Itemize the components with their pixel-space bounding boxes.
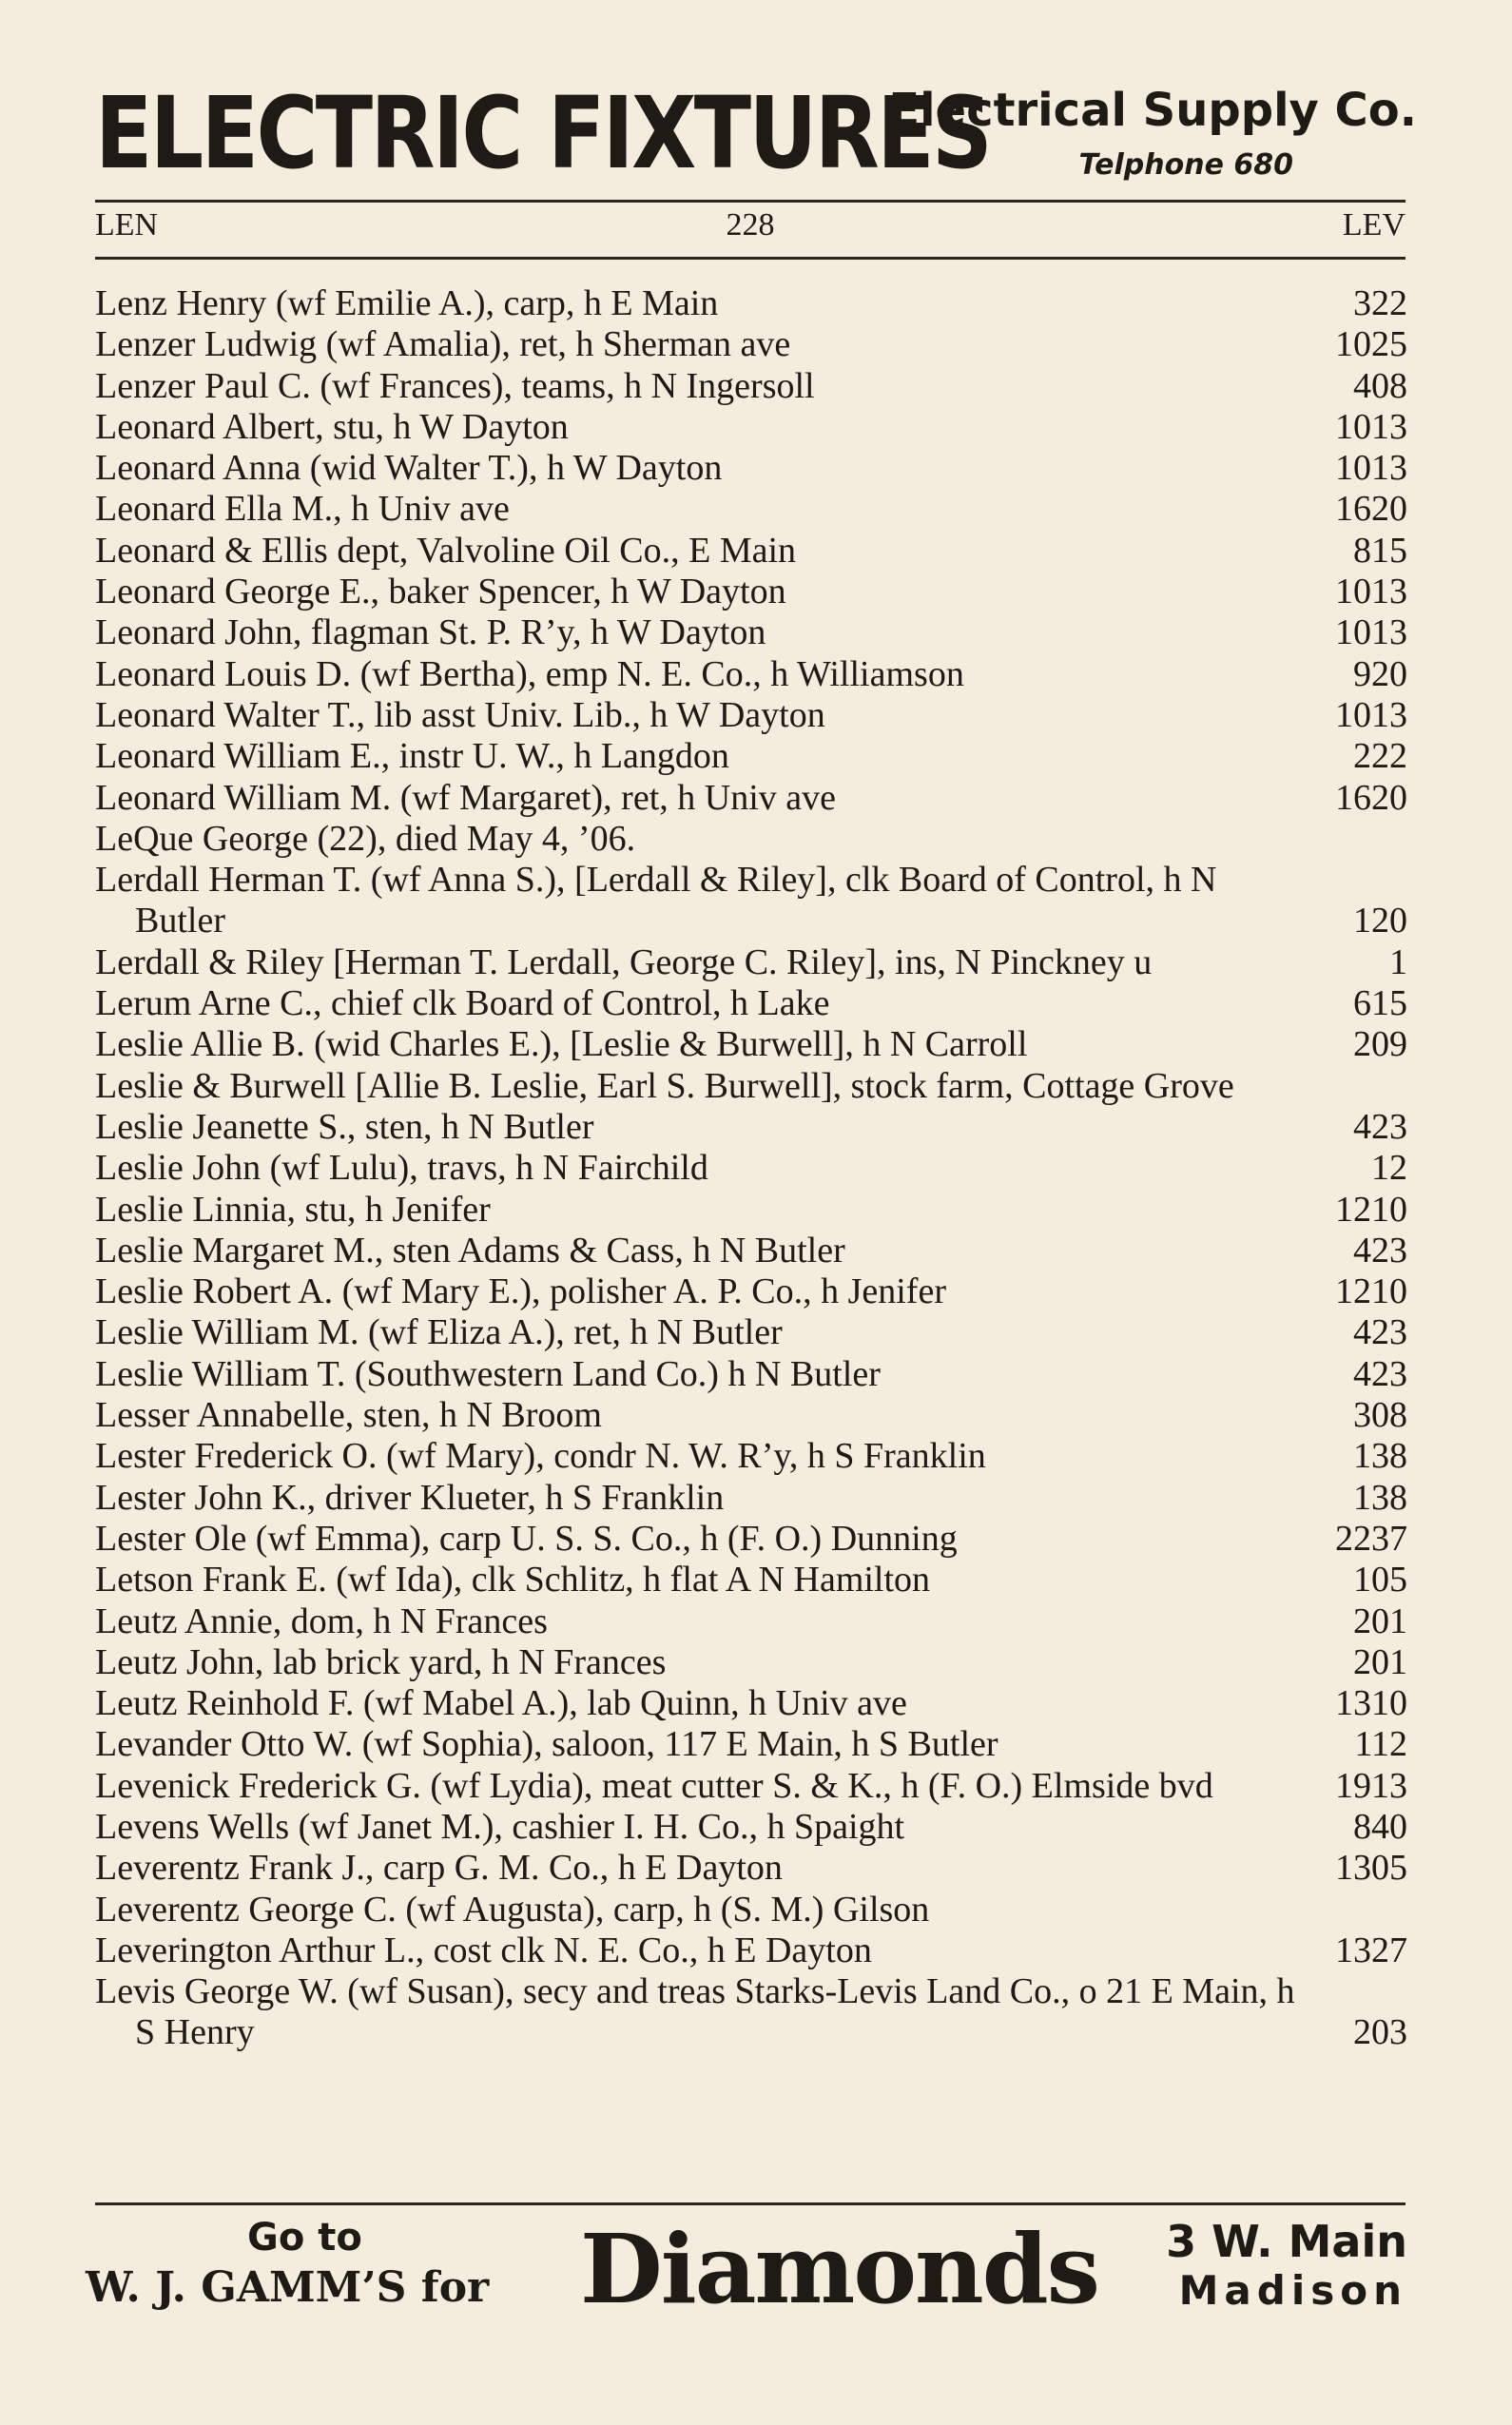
entry-text: Leonard William M. (wf Margaret), ret, h Univ ave: [95, 777, 836, 818]
running-head: [95, 207, 1405, 251]
directory-entry: [95, 612, 1407, 653]
entry-text: Leverentz George C. (wf Augusta), carp, h (S. M.) Gilson: [95, 1889, 930, 1930]
directory-listing: [95, 283, 1407, 2054]
directory-entry: [95, 654, 1407, 695]
entry-number: 408: [1353, 365, 1407, 406]
directory-entry: [95, 1024, 1407, 1065]
entry-text: Leutz Reinhold F. (wf Mabel A.), lab Quinn, h Univ ave: [95, 1683, 907, 1724]
directory-entry: [95, 1724, 1407, 1765]
entry-text: Leslie William M. (wf Eliza A.), ret, h N Butler: [95, 1312, 783, 1353]
running-head-right: LEV: [1342, 207, 1405, 242]
entry-number: 423: [1353, 1312, 1407, 1353]
entry-number: 423: [1353, 1353, 1407, 1394]
footer-rule: [95, 2202, 1405, 2205]
header-advertisement: [95, 76, 1417, 190]
directory-entry: [95, 1560, 1407, 1600]
directory-entry: [95, 283, 1407, 324]
ad-goto: Go to: [247, 2216, 362, 2260]
entry-text: Leslie John (wf Lulu), travs, h N Fairchild: [95, 1148, 708, 1189]
entry-number: 308: [1353, 1395, 1407, 1436]
directory-entry: [95, 489, 1407, 530]
ad-merchant-name: W. J. GAMM’S for: [86, 2263, 490, 2312]
entry-text: Lesser Annabelle, sten, h N Broom: [95, 1395, 602, 1436]
header-rule-bottom: [95, 257, 1405, 260]
directory-entry: [95, 1066, 1407, 1107]
header-rule-top: [95, 200, 1405, 203]
directory-entry: [95, 1190, 1407, 1231]
entry-text: Leslie Margaret M., sten Adams & Cass, h N Butler: [95, 1230, 845, 1271]
entry-text: Lenz Henry (wf Emilie A.), carp, h E Main: [95, 283, 719, 323]
entry-number: 203: [1353, 2012, 1407, 2053]
entry-text: Leslie William T. (Southwestern Land Co.) h N Butler: [95, 1353, 881, 1394]
entry-number: 12: [1371, 1148, 1407, 1189]
entry-number: 138: [1353, 1477, 1407, 1518]
directory-entry: [95, 1271, 1407, 1312]
entry-number: 1: [1389, 941, 1407, 982]
entry-text: Leonard Walter T., lib asst Univ. Lib., h W Dayton: [95, 694, 825, 735]
entry-text: Leutz John, lab brick yard, h N Frances: [95, 1641, 667, 1682]
entry-number: 1013: [1335, 694, 1407, 735]
directory-entry: [95, 736, 1407, 777]
entry-number: 138: [1353, 1436, 1407, 1477]
footer-advertisement: [86, 2213, 1417, 2330]
entry-text: Leslie Linnia, stu, h Jenifer: [95, 1189, 491, 1230]
entry-number: 120: [1353, 901, 1407, 941]
entry-number: 201: [1353, 1600, 1407, 1641]
entry-number: 1310: [1335, 1683, 1407, 1724]
directory-entry: [95, 448, 1407, 489]
directory-entry: [95, 819, 1407, 860]
entry-number: 105: [1353, 1560, 1407, 1600]
entry-number: 1305: [1335, 1848, 1407, 1889]
directory-entry: [95, 860, 1407, 942]
entry-text: Lerdall Herman T. (wf Anna S.), [Lerdall & Riley], clk Board of Control, h N Butler: [95, 860, 1217, 941]
entry-number: 209: [1353, 1024, 1407, 1065]
entry-number: 322: [1353, 283, 1407, 323]
entry-number: 1620: [1335, 489, 1407, 530]
directory-entry: [95, 695, 1407, 736]
directory-entry: [95, 1107, 1407, 1148]
entry-text: Lerum Arne C., chief clk Board of Control, h Lake: [95, 983, 830, 1024]
directory-entry: [95, 1231, 1407, 1271]
directory-entry: [95, 1312, 1407, 1353]
directory-entry: [95, 1848, 1407, 1889]
entry-text: Lerdall & Riley [Herman T. Lerdall, George C. Riley], ins, N Pinckney u: [95, 941, 1153, 982]
ad-product: Diamonds: [580, 2213, 1098, 2325]
entry-number: 1025: [1335, 324, 1407, 365]
entry-text: Leutz Annie, dom, h N Frances: [95, 1600, 548, 1641]
directory-entry: [95, 983, 1407, 1024]
ad-telephone: Telphone 680: [1078, 148, 1293, 182]
entry-text: Levenick Frederick G. (wf Lydia), meat cutter S. & K., h (F. O.) Elmside bvd: [95, 1765, 1213, 1806]
entry-number: 2237: [1335, 1518, 1407, 1559]
directory-entry: [95, 778, 1407, 819]
entry-text: Leverentz Frank J., carp G. M. Co., h E Dayton: [95, 1848, 783, 1889]
directory-entry: [95, 1642, 1407, 1683]
entry-text: Leverington Arthur L., cost clk N. E. Co., h E Dayton: [95, 1930, 872, 1970]
entry-text: Lenzer Paul C. (wf Frances), teams, h N Ingersoll: [95, 365, 815, 406]
entry-text: Lenzer Ludwig (wf Amalia), ret, h Sherman ave: [95, 324, 791, 365]
directory-entry: [95, 572, 1407, 612]
directory-entry: [95, 1436, 1407, 1477]
directory-entry: [95, 942, 1407, 983]
ad-company: Electrical Supply Co.: [888, 84, 1417, 137]
directory-entry: [95, 1601, 1407, 1642]
entry-number: 1013: [1335, 572, 1407, 612]
entry-text: Leonard Anna (wid Walter T.), h W Dayton: [95, 448, 723, 489]
directory-entry: [95, 1930, 1407, 1971]
entry-text: Leonard & Ellis dept, Valvoline Oil Co., E Main: [95, 530, 797, 571]
entry-number: 1913: [1335, 1765, 1407, 1806]
entry-text: Leslie Jeanette S., sten, h N Butler: [95, 1106, 594, 1147]
entry-number: 1210: [1335, 1271, 1407, 1312]
entry-text: Leslie Allie B. (wid Charles E.), [Leslie & Burwell], h N Carroll: [95, 1024, 1028, 1065]
entry-number: 615: [1353, 983, 1407, 1024]
entry-text: Leslie & Burwell [Allie B. Leslie, Earl S. Burwell], stock farm, Cottage Grove: [95, 1065, 1234, 1106]
entry-number: 222: [1353, 736, 1407, 777]
directory-entry: [95, 1354, 1407, 1395]
entry-text: Leonard John, flagman St. P. R’y, h W Dayton: [95, 612, 766, 653]
directory-entry: [95, 1478, 1407, 1519]
entry-number: 423: [1353, 1106, 1407, 1147]
entry-number: 1013: [1335, 612, 1407, 653]
entry-text: Leonard William E., instr U. W., h Langdon: [95, 736, 729, 777]
directory-entry: [95, 1807, 1407, 1848]
entry-text: Levis George W. (wf Susan), secy and treas Starks-Levis Land Co., o 21 E Main, h S Henry: [95, 1971, 1295, 2053]
directory-entry: [95, 1519, 1407, 1560]
entry-text: Leslie Robert A. (wf Mary E.), polisher A. P. Co., h Jenifer: [95, 1271, 946, 1312]
directory-entry: [95, 366, 1407, 407]
entry-text: LeQue George (22), died May 4, ’06.: [95, 818, 636, 859]
ad-street-address: 3 W. Main: [1166, 2216, 1407, 2267]
entry-text: Lester Ole (wf Emma), carp U. S. S. Co., h (F. O.) Dunning: [95, 1518, 958, 1559]
ad-city: Madison: [1178, 2267, 1407, 2314]
entry-number: 920: [1353, 653, 1407, 694]
page-number: 228: [726, 207, 775, 242]
directory-entry: [95, 1766, 1407, 1807]
directory-entry: [95, 324, 1407, 365]
entry-number: 423: [1353, 1230, 1407, 1271]
entry-text: Letson Frank E. (wf Ida), clk Schlitz, h flat A N Hamilton: [95, 1560, 931, 1600]
directory-entry: [95, 1148, 1407, 1189]
directory-entry: [95, 407, 1407, 448]
directory-entry: [95, 1683, 1407, 1724]
directory-entry: [95, 531, 1407, 572]
entry-text: Levander Otto W. (wf Sophia), saloon, 117 E Main, h S Butler: [95, 1724, 998, 1765]
entry-text: Levens Wells (wf Janet M.), cashier I. H. Co., h Spaight: [95, 1806, 905, 1847]
entry-text: Lester Frederick O. (wf Mary), condr N. W. R’y, h S Franklin: [95, 1436, 986, 1477]
entry-text: Leonard Albert, stu, h W Dayton: [95, 406, 569, 447]
entry-number: 1327: [1335, 1930, 1407, 1970]
directory-entry: [95, 1971, 1407, 2054]
entry-number: 1620: [1335, 777, 1407, 818]
entry-number: 1210: [1335, 1189, 1407, 1230]
entry-number: 1013: [1335, 406, 1407, 447]
running-head-left: LEN: [95, 207, 159, 242]
entry-number: 112: [1354, 1724, 1407, 1765]
entry-text: Lester John K., driver Klueter, h S Franklin: [95, 1477, 725, 1518]
entry-text: Leonard Louis D. (wf Bertha), emp N. E. Co., h Williamson: [95, 653, 964, 694]
entry-number: 201: [1353, 1641, 1407, 1682]
entry-number: 840: [1353, 1806, 1407, 1847]
entry-text: Leonard Ella M., h Univ ave: [95, 489, 510, 530]
directory-entry: [95, 1890, 1407, 1930]
entry-text: Leonard George E., baker Spencer, h W Dayton: [95, 572, 786, 612]
directory-entry: [95, 1395, 1407, 1436]
ad-headline: ELECTRIC FIXTURES: [95, 75, 991, 191]
entry-number: 1013: [1335, 448, 1407, 489]
entry-number: 815: [1353, 530, 1407, 571]
